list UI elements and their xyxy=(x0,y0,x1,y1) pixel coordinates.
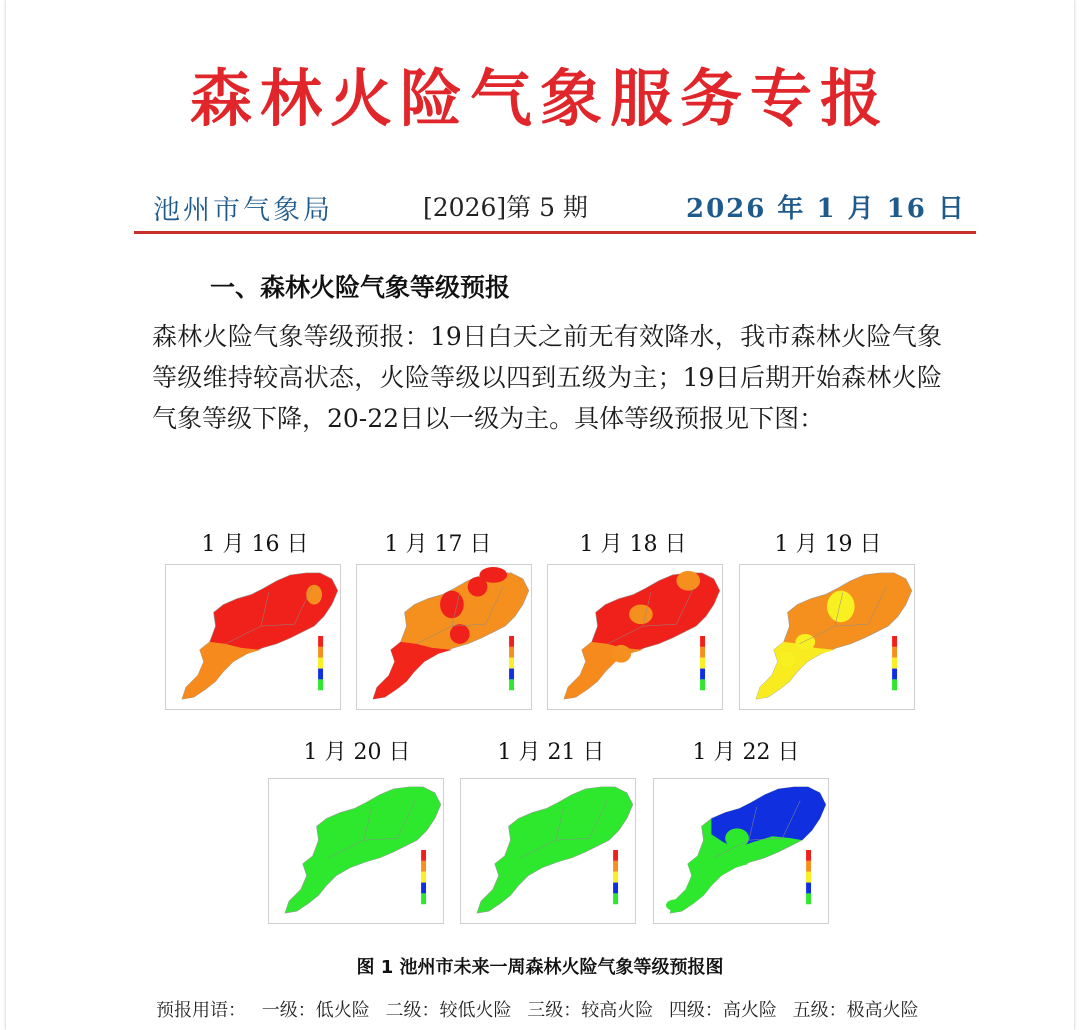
masthead-title: 森林火险气象服务专报 xyxy=(189,62,890,135)
forecast-map-0 xyxy=(165,564,341,710)
level-patch xyxy=(629,604,653,624)
legend-term-5: 五级：极高火险 xyxy=(792,1000,919,1021)
legend-swatch xyxy=(700,679,705,690)
legend-swatch xyxy=(509,658,514,669)
legend-term-3: 三级：较高火险 xyxy=(527,1000,654,1021)
level-patch xyxy=(827,591,855,623)
forecast-map-1 xyxy=(356,564,532,710)
map-graphic xyxy=(548,565,722,709)
legend-term-1: 一级：低火险 xyxy=(261,1000,370,1021)
legend-swatch xyxy=(700,669,705,680)
level-patch xyxy=(725,828,749,848)
county-region xyxy=(477,787,633,913)
legend-swatch xyxy=(806,883,811,894)
legend-swatch xyxy=(613,893,618,904)
legend-swatch xyxy=(318,647,323,658)
map-graphic xyxy=(269,779,443,923)
level-patch xyxy=(795,634,815,650)
legend-swatch xyxy=(318,669,323,680)
legend-swatch xyxy=(892,679,897,690)
issue-number: [2026]第 5 期 xyxy=(423,193,588,222)
accent-zone xyxy=(756,642,835,699)
issue-date: 2026 年 1 月 16 日 xyxy=(686,194,966,224)
level-patch xyxy=(440,591,464,619)
legend-swatch xyxy=(613,883,618,894)
legend-swatch xyxy=(700,647,705,658)
legend-swatch xyxy=(509,647,514,658)
forecast-map-5 xyxy=(460,778,636,924)
map-label-3: 1 月 19 日 xyxy=(774,532,882,557)
level-patch xyxy=(666,899,686,911)
legend-swatch xyxy=(318,679,323,690)
forecast-map-2 xyxy=(547,564,723,710)
legend-swatch xyxy=(318,658,323,669)
legend-swatch xyxy=(509,636,514,647)
legend-term-4: 四级：高火险 xyxy=(668,1000,777,1021)
figure-caption: 图 1 池州市未来一周森林火险气象等级预报图 xyxy=(356,957,724,978)
header-divider xyxy=(134,231,976,234)
map-graphic xyxy=(654,779,828,923)
level-patch xyxy=(780,652,796,668)
legend-swatch xyxy=(613,861,618,872)
accent-zone xyxy=(182,642,261,699)
map-label-6: 1 月 22 日 xyxy=(692,740,800,765)
legend-swatch xyxy=(421,893,426,904)
map-label-0: 1 月 16 日 xyxy=(201,532,309,557)
forecast-map-6 xyxy=(653,778,829,924)
county-region xyxy=(285,787,441,913)
legend-swatch xyxy=(421,872,426,883)
level-patch xyxy=(676,571,700,591)
agency-name: 池州市气象局 xyxy=(153,195,333,226)
legend-swatch xyxy=(892,658,897,669)
legend-swatch xyxy=(318,636,323,647)
map-label-4: 1 月 20 日 xyxy=(303,740,411,765)
legend-swatch xyxy=(806,872,811,883)
level-patch xyxy=(450,624,470,644)
map-graphic xyxy=(357,565,531,709)
legend-swatch xyxy=(806,861,811,872)
legend-swatch xyxy=(613,872,618,883)
legend-swatch xyxy=(613,850,618,861)
map-graphic xyxy=(166,565,340,709)
map-label-5: 1 月 21 日 xyxy=(497,740,605,765)
map-label-2: 1 月 18 日 xyxy=(579,532,687,557)
legend-swatch xyxy=(892,636,897,647)
map-label-1: 1 月 17 日 xyxy=(384,532,492,557)
legend-swatch xyxy=(700,658,705,669)
forecast-paragraph: 森林火险气象等级预报：19日白天之前无有效降水，我市森林火险气象等级维持较高状态，火险等级以四到五级为主；19日后期开始森林火险气象等级下降，20-22日以一级为主。具体等级预报见下图： xyxy=(152,322,942,433)
legend-swatch xyxy=(509,679,514,690)
legend-swatch xyxy=(421,883,426,894)
legend-swatch xyxy=(806,850,811,861)
section-title: 一、森林火险气象等级预报 xyxy=(210,273,511,302)
forecast-map-4 xyxy=(268,778,444,924)
legend-terms xyxy=(156,996,929,1022)
legend-swatch xyxy=(892,647,897,658)
level-patch xyxy=(611,645,631,663)
accent-zone xyxy=(564,642,643,699)
issue-row xyxy=(0,188,1080,228)
legend-term-2: 二级：较低火险 xyxy=(385,1000,512,1021)
legend-swatch xyxy=(421,861,426,872)
level-patch xyxy=(480,567,508,583)
map-graphic xyxy=(740,565,914,709)
legend-swatch xyxy=(421,850,426,861)
legend-swatch xyxy=(509,669,514,680)
legend-terms-prefix: 预报用语： xyxy=(156,1000,246,1021)
map-graphic xyxy=(461,779,635,923)
legend-swatch xyxy=(892,669,897,680)
legend-swatch xyxy=(806,893,811,904)
level-patch xyxy=(684,889,700,901)
accent-zone xyxy=(373,642,452,699)
legend-swatch xyxy=(700,636,705,647)
forecast-map-3 xyxy=(739,564,915,710)
